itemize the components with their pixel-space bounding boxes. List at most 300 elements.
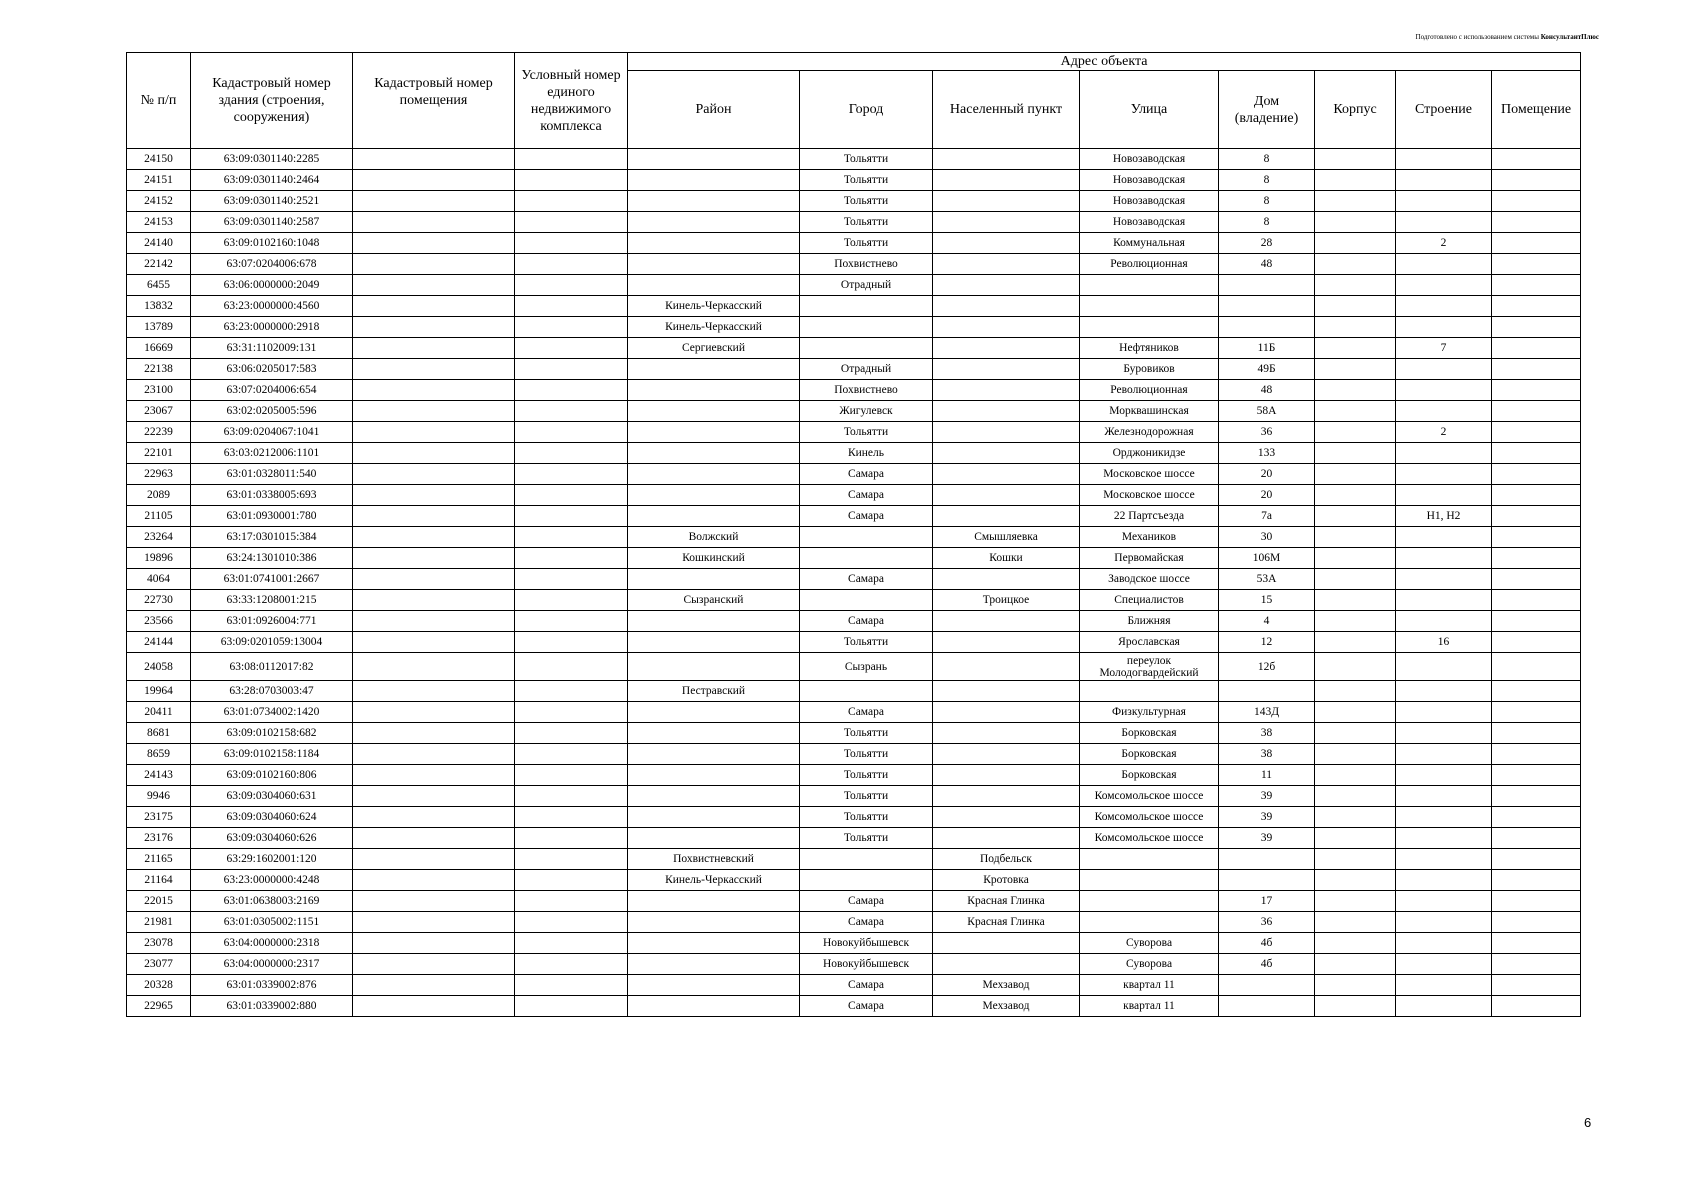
cell-city: Отрадный: [800, 275, 933, 296]
cell-korpus: [1315, 170, 1396, 191]
table-row: [127, 296, 1581, 317]
cell-cadastral-building: 63:09:0201059:13004: [191, 632, 353, 653]
cell-settlement: [933, 338, 1080, 359]
table-row: [127, 933, 1581, 954]
cell-settlement: [933, 807, 1080, 828]
cell-city: Похвистнево: [800, 254, 933, 275]
cell-conditional-number: [515, 653, 628, 681]
cell-building: [1396, 912, 1492, 933]
cell-conditional-number: [515, 744, 628, 765]
cell-room: [1492, 338, 1581, 359]
cell-korpus: [1315, 807, 1396, 828]
cell-street: Первомайская: [1080, 548, 1219, 569]
cell-district: [628, 975, 800, 996]
cell-settlement: [933, 765, 1080, 786]
cell-num: 22142: [127, 254, 191, 275]
cell-conditional-number: [515, 380, 628, 401]
cell-num: 13832: [127, 296, 191, 317]
cell-conditional-number: [515, 891, 628, 912]
cell-cadastral-room: [353, 464, 515, 485]
cell-cadastral-building: 63:09:0301140:2521: [191, 191, 353, 212]
cell-building: 2: [1396, 422, 1492, 443]
cell-street: Суворова: [1080, 933, 1219, 954]
cell-korpus: [1315, 891, 1396, 912]
cell-settlement: [933, 611, 1080, 632]
cell-room: [1492, 170, 1581, 191]
cell-city: [800, 590, 933, 611]
cell-room: [1492, 912, 1581, 933]
cell-settlement: [933, 653, 1080, 681]
cell-house: [1219, 975, 1315, 996]
cell-district: [628, 212, 800, 233]
cell-cadastral-room: [353, 632, 515, 653]
cell-num: 20328: [127, 975, 191, 996]
cell-city: [800, 849, 933, 870]
table-row: [127, 149, 1581, 170]
cell-room: [1492, 765, 1581, 786]
cell-conditional-number: [515, 254, 628, 275]
cell-room: [1492, 254, 1581, 275]
cell-district: Кошкинский: [628, 548, 800, 569]
cell-district: [628, 506, 800, 527]
cell-cadastral-room: [353, 506, 515, 527]
cell-settlement: [933, 443, 1080, 464]
cell-settlement: [933, 233, 1080, 254]
cell-korpus: [1315, 954, 1396, 975]
cell-street: [1080, 296, 1219, 317]
cell-district: [628, 632, 800, 653]
cell-room: [1492, 422, 1581, 443]
cell-city: Самара: [800, 975, 933, 996]
cell-building: [1396, 870, 1492, 891]
cell-settlement: Кошки: [933, 548, 1080, 569]
cell-room: [1492, 569, 1581, 590]
cell-cadastral-room: [353, 191, 515, 212]
cell-conditional-number: [515, 527, 628, 548]
cell-room: [1492, 723, 1581, 744]
cell-room: [1492, 233, 1581, 254]
table-row: [127, 954, 1581, 975]
cell-building: [1396, 149, 1492, 170]
cell-district: [628, 254, 800, 275]
col-header-room: Помещение: [1492, 71, 1581, 149]
cell-room: [1492, 149, 1581, 170]
cell-building: [1396, 569, 1492, 590]
cell-settlement: [933, 744, 1080, 765]
table-row: [127, 401, 1581, 422]
cell-district: [628, 912, 800, 933]
cell-conditional-number: [515, 632, 628, 653]
cell-district: [628, 485, 800, 506]
cell-city: [800, 870, 933, 891]
cell-house: 38: [1219, 744, 1315, 765]
cell-street: [1080, 891, 1219, 912]
cell-street: [1080, 912, 1219, 933]
cell-cadastral-building: 63:01:0339002:876: [191, 975, 353, 996]
cell-cadastral-room: [353, 807, 515, 828]
cell-room: [1492, 870, 1581, 891]
cell-korpus: [1315, 632, 1396, 653]
cell-korpus: [1315, 611, 1396, 632]
cell-city: Тольятти: [800, 233, 933, 254]
cell-num: 4064: [127, 569, 191, 590]
cell-conditional-number: [515, 170, 628, 191]
cell-street: [1080, 681, 1219, 702]
cell-conditional-number: [515, 569, 628, 590]
cell-building: [1396, 590, 1492, 611]
cell-korpus: [1315, 975, 1396, 996]
cell-district: [628, 786, 800, 807]
cell-cadastral-building: 63:09:0304060:624: [191, 807, 353, 828]
table-row: [127, 590, 1581, 611]
cell-num: 21164: [127, 870, 191, 891]
cell-num: 22138: [127, 359, 191, 380]
cell-korpus: [1315, 765, 1396, 786]
cell-korpus: [1315, 786, 1396, 807]
cell-num: 22730: [127, 590, 191, 611]
cell-building: 16: [1396, 632, 1492, 653]
table-row: [127, 632, 1581, 653]
cell-room: [1492, 702, 1581, 723]
cell-district: [628, 380, 800, 401]
cell-cadastral-building: 63:09:0301140:2587: [191, 212, 353, 233]
cell-street: 22 Партсъезда: [1080, 506, 1219, 527]
cell-cadastral-building: 63:01:0339002:880: [191, 996, 353, 1017]
cell-cadastral-room: [353, 275, 515, 296]
cell-building: [1396, 191, 1492, 212]
cell-district: Волжский: [628, 527, 800, 548]
cell-district: Похвистневский: [628, 849, 800, 870]
cell-conditional-number: [515, 296, 628, 317]
cell-cadastral-room: [353, 870, 515, 891]
cell-district: [628, 996, 800, 1017]
table-row: [127, 828, 1581, 849]
table-row: [127, 849, 1581, 870]
cell-city: Самара: [800, 569, 933, 590]
cell-district: [628, 275, 800, 296]
col-header-num: № п/п: [127, 53, 191, 149]
table-row: [127, 611, 1581, 632]
cell-conditional-number: [515, 933, 628, 954]
cell-num: 24144: [127, 632, 191, 653]
cell-city: Отрадный: [800, 359, 933, 380]
cell-room: [1492, 296, 1581, 317]
cell-street: Московское шоссе: [1080, 485, 1219, 506]
cell-room: [1492, 275, 1581, 296]
cell-street: Борковская: [1080, 723, 1219, 744]
cell-building: [1396, 954, 1492, 975]
cell-cadastral-building: 63:01:0930001:780: [191, 506, 353, 527]
col-header-cadastral-room: Кадастровый номер помещения: [353, 53, 515, 149]
cell-korpus: [1315, 359, 1396, 380]
cell-house: 39: [1219, 786, 1315, 807]
cell-conditional-number: [515, 828, 628, 849]
cell-num: 22965: [127, 996, 191, 1017]
cell-settlement: [933, 296, 1080, 317]
cell-settlement: [933, 464, 1080, 485]
cell-cadastral-building: 63:04:0000000:2318: [191, 933, 353, 954]
cell-num: 24058: [127, 653, 191, 681]
cell-house: 28: [1219, 233, 1315, 254]
cell-num: 24152: [127, 191, 191, 212]
cell-num: 23100: [127, 380, 191, 401]
cell-room: [1492, 653, 1581, 681]
col-header-street: Улица: [1080, 71, 1219, 149]
cell-house: 4: [1219, 611, 1315, 632]
cell-cadastral-room: [353, 296, 515, 317]
cell-conditional-number: [515, 275, 628, 296]
table-row: [127, 359, 1581, 380]
cell-conditional-number: [515, 212, 628, 233]
table-row: [127, 653, 1581, 681]
cell-conditional-number: [515, 975, 628, 996]
cell-settlement: [933, 485, 1080, 506]
cell-district: [628, 891, 800, 912]
cell-conditional-number: [515, 765, 628, 786]
cell-korpus: [1315, 702, 1396, 723]
cell-room: [1492, 786, 1581, 807]
cell-cadastral-room: [353, 359, 515, 380]
cell-house: 36: [1219, 422, 1315, 443]
cell-building: 7: [1396, 338, 1492, 359]
cell-house: 11Б: [1219, 338, 1315, 359]
cell-building: [1396, 296, 1492, 317]
cell-conditional-number: [515, 191, 628, 212]
cell-building: [1396, 212, 1492, 233]
cell-settlement: [933, 723, 1080, 744]
cell-street: Новозаводская: [1080, 212, 1219, 233]
cell-district: Кинель-Черкасский: [628, 296, 800, 317]
cell-cadastral-room: [353, 849, 515, 870]
cell-city: Жигулевск: [800, 401, 933, 422]
cell-building: [1396, 975, 1492, 996]
cell-cadastral-building: 63:01:0741001:2667: [191, 569, 353, 590]
cell-street: [1080, 275, 1219, 296]
cell-street: Заводское шоссе: [1080, 569, 1219, 590]
table-row: [127, 422, 1581, 443]
cell-korpus: [1315, 317, 1396, 338]
col-header-address-group: Адрес объекта: [628, 53, 1581, 71]
cell-city: Тольятти: [800, 723, 933, 744]
cell-room: [1492, 317, 1581, 338]
cell-cadastral-building: 63:33:1208001:215: [191, 590, 353, 611]
cell-cadastral-building: 63:01:0338005:693: [191, 485, 353, 506]
cell-cadastral-room: [353, 912, 515, 933]
cell-settlement: [933, 317, 1080, 338]
cell-building: [1396, 702, 1492, 723]
cell-building: [1396, 723, 1492, 744]
cell-cadastral-room: [353, 681, 515, 702]
cell-korpus: [1315, 569, 1396, 590]
cell-cadastral-building: 63:04:0000000:2317: [191, 954, 353, 975]
cell-korpus: [1315, 443, 1396, 464]
cell-num: 21105: [127, 506, 191, 527]
cell-korpus: [1315, 149, 1396, 170]
cell-num: 24143: [127, 765, 191, 786]
col-header-settlement: Населенный пункт: [933, 71, 1080, 149]
cell-conditional-number: [515, 338, 628, 359]
cell-city: Самара: [800, 506, 933, 527]
cell-num: 22101: [127, 443, 191, 464]
cell-settlement: [933, 422, 1080, 443]
cell-house: 11: [1219, 765, 1315, 786]
cell-city: Тольятти: [800, 191, 933, 212]
cell-city: Тольятти: [800, 632, 933, 653]
cell-cadastral-room: [353, 653, 515, 681]
cell-cadastral-building: 63:08:0112017:82: [191, 653, 353, 681]
cell-cadastral-building: 63:09:0204067:1041: [191, 422, 353, 443]
col-header-house: Дом (владение): [1219, 71, 1315, 149]
cell-cadastral-room: [353, 828, 515, 849]
table-row: [127, 996, 1581, 1017]
cell-conditional-number: [515, 870, 628, 891]
cell-korpus: [1315, 828, 1396, 849]
cell-conditional-number: [515, 849, 628, 870]
cell-korpus: [1315, 912, 1396, 933]
cell-house: 12: [1219, 632, 1315, 653]
cell-cadastral-room: [353, 933, 515, 954]
cell-street: Коммунальная: [1080, 233, 1219, 254]
register-body: [127, 149, 1581, 1017]
cell-num: 9946: [127, 786, 191, 807]
cell-cadastral-building: 63:29:1602001:120: [191, 849, 353, 870]
cell-cadastral-room: [353, 569, 515, 590]
cell-house: [1219, 870, 1315, 891]
cell-cadastral-room: [353, 170, 515, 191]
cell-conditional-number: [515, 996, 628, 1017]
cell-room: [1492, 632, 1581, 653]
table-row: [127, 912, 1581, 933]
cell-house: 20: [1219, 485, 1315, 506]
cell-conditional-number: [515, 954, 628, 975]
cell-num: 2089: [127, 485, 191, 506]
header-note-prefix: Подготовлено с использованием системы: [1415, 33, 1539, 41]
cell-cadastral-room: [353, 401, 515, 422]
cell-conditional-number: [515, 149, 628, 170]
cell-korpus: [1315, 275, 1396, 296]
cell-house: 48: [1219, 380, 1315, 401]
cell-street: Комсомольское шоссе: [1080, 786, 1219, 807]
cell-num: 24153: [127, 212, 191, 233]
table-row: [127, 891, 1581, 912]
cell-district: [628, 569, 800, 590]
cell-conditional-number: [515, 233, 628, 254]
cell-cadastral-building: 63:23:0000000:4560: [191, 296, 353, 317]
cell-district: Пестравский: [628, 681, 800, 702]
cell-settlement: Смышляевка: [933, 527, 1080, 548]
cell-num: 21165: [127, 849, 191, 870]
cell-street: Комсомольское шоссе: [1080, 828, 1219, 849]
cell-korpus: [1315, 744, 1396, 765]
cell-building: [1396, 891, 1492, 912]
cell-korpus: [1315, 548, 1396, 569]
cell-city: Самара: [800, 912, 933, 933]
cell-settlement: [933, 506, 1080, 527]
col-header-district: Район: [628, 71, 800, 149]
cell-num: 24150: [127, 149, 191, 170]
cell-settlement: [933, 828, 1080, 849]
cell-korpus: [1315, 254, 1396, 275]
cell-house: 39: [1219, 807, 1315, 828]
cell-num: 8681: [127, 723, 191, 744]
cell-conditional-number: [515, 359, 628, 380]
cell-num: 13789: [127, 317, 191, 338]
cell-korpus: [1315, 338, 1396, 359]
cell-street: Буровиков: [1080, 359, 1219, 380]
cell-cadastral-room: [353, 996, 515, 1017]
cell-city: Новокуйбышевск: [800, 954, 933, 975]
cell-district: [628, 933, 800, 954]
cell-district: [628, 807, 800, 828]
cell-conditional-number: [515, 912, 628, 933]
table-row: [127, 191, 1581, 212]
cell-settlement: Мехзавод: [933, 975, 1080, 996]
cell-settlement: [933, 212, 1080, 233]
col-header-cadastral-building: Кадастровый номер здания (строения, сооружения): [191, 53, 353, 149]
table-row: [127, 464, 1581, 485]
cell-settlement: [933, 681, 1080, 702]
cell-cadastral-building: 63:01:0305002:1151: [191, 912, 353, 933]
cell-room: [1492, 744, 1581, 765]
cell-cadastral-room: [353, 702, 515, 723]
cell-korpus: [1315, 464, 1396, 485]
cell-city: [800, 317, 933, 338]
cell-city: Новокуйбышевск: [800, 933, 933, 954]
cell-building: [1396, 527, 1492, 548]
header-note-brand: КонсультантПлюс: [1540, 33, 1599, 41]
cell-street: Ярославская: [1080, 632, 1219, 653]
cell-settlement: Подбельск: [933, 849, 1080, 870]
cell-cadastral-building: 63:09:0301140:2285: [191, 149, 353, 170]
table-row: [127, 170, 1581, 191]
cell-cadastral-building: 63:23:0000000:4248: [191, 870, 353, 891]
cell-korpus: [1315, 849, 1396, 870]
cell-cadastral-room: [353, 590, 515, 611]
cell-house: 48: [1219, 254, 1315, 275]
cell-city: [800, 527, 933, 548]
cell-room: [1492, 590, 1581, 611]
cell-room: [1492, 807, 1581, 828]
cell-room: [1492, 191, 1581, 212]
cell-conditional-number: [515, 681, 628, 702]
cell-cadastral-building: 63:09:0301140:2464: [191, 170, 353, 191]
cell-district: [628, 464, 800, 485]
cell-building: [1396, 653, 1492, 681]
cell-cadastral-room: [353, 527, 515, 548]
cell-street: Морквашинская: [1080, 401, 1219, 422]
cell-num: 21981: [127, 912, 191, 933]
cell-street: квартал 11: [1080, 996, 1219, 1017]
cell-room: [1492, 849, 1581, 870]
cell-house: 8: [1219, 170, 1315, 191]
cell-city: Самара: [800, 485, 933, 506]
table-row: [127, 744, 1581, 765]
cell-settlement: [933, 191, 1080, 212]
cell-room: [1492, 359, 1581, 380]
cell-district: [628, 611, 800, 632]
cell-building: [1396, 443, 1492, 464]
cell-settlement: [933, 254, 1080, 275]
cell-settlement: Троицкое: [933, 590, 1080, 611]
cell-room: [1492, 611, 1581, 632]
cell-street: Новозаводская: [1080, 191, 1219, 212]
cell-conditional-number: [515, 723, 628, 744]
cell-cadastral-building: 63:31:1102009:131: [191, 338, 353, 359]
header-note: [1416, 33, 1599, 41]
table-row: [127, 765, 1581, 786]
table-row: [127, 254, 1581, 275]
cell-district: [628, 149, 800, 170]
